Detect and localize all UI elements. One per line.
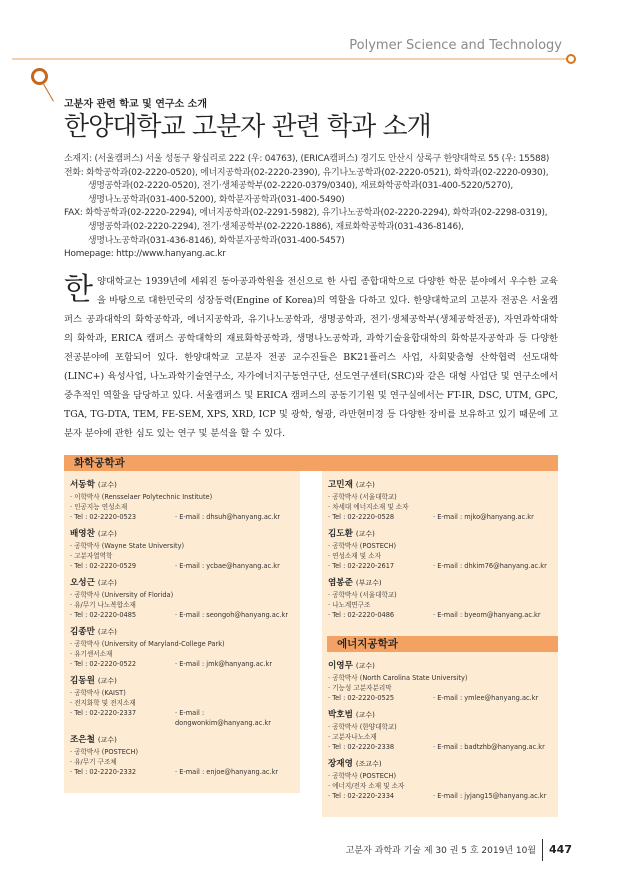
faculty-rank: (교수) (97, 627, 117, 636)
faculty-tel: · Tel : 02-2220-2334 (328, 791, 395, 800)
faculty-degree: · 공학박사 (University of Maryland-College Park) (70, 639, 225, 648)
journal-name: Polymer Science and Technology (349, 38, 562, 53)
faculty-email: · E-mail : enjoe@hanyang.ac.kr (175, 767, 279, 776)
faculty-name: 배영찬 (70, 528, 95, 539)
faculty-box-right (322, 471, 558, 817)
faculty-field: · 기능성 고분자분리막 (328, 683, 392, 692)
faculty-box-left (64, 471, 300, 793)
faculty-entry (322, 758, 558, 807)
faculty-tel: · Tel : 02-2220-0522 (70, 659, 137, 668)
faculty-tel: · Tel : 02-2220-2337 (70, 708, 137, 717)
faculty-rank: (교수) (355, 710, 375, 719)
faculty-entry (322, 528, 558, 577)
faculty-rank: (조교수) (355, 759, 382, 768)
faculty-email: · E-mail : badtzhb@hanyang.ac.kr (433, 742, 545, 751)
faculty-tel: · Tel : 02-2220-0525 (328, 693, 395, 702)
faculty-email: · E-mail : dongwonkim@hanyang.ac.kr (175, 708, 271, 727)
faculty-field: · 나노계면구조 (328, 600, 371, 609)
faculty-tel: · Tel : 02-2220-0485 (70, 610, 137, 619)
faculty-email: · E-mail : jmk@hanyang.ac.kr (175, 659, 273, 668)
intro-text: 양대학교는 1939년에 세워진 동아공과학원을 전신으로 한 사립 종합대학으로 다양한 학문 분야에서 우수한 교육을 바탕으로 대한민국의 성장동력(Engine of Korea)의 역할을 다하고 있다. 한양대학교의 고분자 전공은 서울캠퍼스 공과대학의 화학공학과, 에너지공학과, 유기나노공학과, 생명공학과, 전기·생체공학부(생체공학전공), 자연과학대학의 화학과, ERICA 캠퍼스 공학대학의 재료화학공학과, 생명나노공학과, 과학기술융합대학의 화학분자공학과 등 다양한 전공분야에 포함되어 있다. 한양대학교 고분자 전공 교수진들은 BK21플러스 사업, 사회맞춤형 산학협력 선도대학(LINC+) 육성사업, 나노과학기술연구소, 자가에너지구동연구단, 선도연구센터(SRC)와 같은 대형 사업단 및 연구소에서 중추적인 역할을 담당하고 있다. 서울캠퍼스 및 ERICA 캠퍼스의 공동기기원 및 연구실에서는 FT-IR, DSC, UTM, GPC, TGA, TG-DTA, TEM, FE-SEM, XPS, XRD, ICP 및 광학, 형광, 라만현미경 등 다양한 장비를 보유하고 있기 때문에 고분자 분야에 관한 심도 있는 연구 및 분석을 할 수 있다. (64, 275, 558, 439)
circle-ornament-icon (566, 54, 576, 64)
faculty-name: 김종만 (70, 626, 95, 637)
faculty-degree: · 공학박사 (KAIST) (70, 688, 126, 697)
faculty-entry (64, 479, 300, 528)
faculty-email: · E-mail : ymlee@hanyang.ac.kr (433, 693, 539, 702)
faculty-entry (64, 675, 300, 734)
circle-ornament-icon (31, 68, 48, 85)
faculty-degree: · 공학박사 (POSTECH) (70, 747, 139, 756)
faculty-entry (64, 626, 300, 675)
faculty-field: · 차세대 에너지소재 및 소자 (328, 502, 409, 511)
faculty-degree: · 공학박사 (서울대학교) (328, 590, 397, 599)
faculty-tel: · Tel : 02-2220-0523 (70, 512, 137, 521)
faculty-tel: · Tel : 02-2220-0486 (328, 610, 395, 619)
faculty-list-chem-eng-left (64, 479, 300, 783)
faculty-entry (322, 577, 558, 626)
faculty-degree: · 공학박사 (Wayne State University) (70, 541, 185, 550)
faculty-tel: · Tel : 02-2220-0528 (328, 512, 395, 521)
faculty-name: 김동원 (70, 675, 95, 686)
faculty-rank: (교수) (97, 735, 117, 744)
page-number: 447 (549, 843, 572, 857)
faculty-degree: · 공학박사 (POSTECH) (328, 541, 397, 550)
faculty-entry (322, 709, 558, 758)
faculty-section (64, 455, 558, 817)
section-header-energy-eng: 에너지공학과 (327, 636, 558, 652)
faculty-name: 장재영 (328, 758, 353, 769)
faculty-email: · E-mail : mjko@hanyang.ac.kr (433, 512, 534, 521)
faculty-entry (64, 528, 300, 577)
drop-cap: 한 (64, 271, 93, 307)
faculty-degree: · 공학박사 (North Carolina State University) (328, 673, 468, 682)
faculty-rank: (교수) (355, 480, 375, 489)
faculty-entry (64, 577, 300, 626)
faculty-entry (322, 660, 558, 709)
address: 소재지: (서울캠퍼스) 서울 성동구 왕십리로 222 (우: 04763), (ERICA캠퍼스) 경기도 안산시 상록구 한양대학로 55 (우: 15588) (64, 154, 550, 164)
faculty-email: · E-mail : ycbae@hanyang.ac.kr (175, 561, 280, 570)
fax-line: 생명공학과(02-2220-2294), 전기·생체공학부(02-2220-1886), 재료화학공학과(031-436-8146), (88, 221, 464, 232)
faculty-email: · E-mail : dhsuh@hanyang.ac.kr (175, 512, 281, 521)
faculty-email: · E-mail : dhkim76@hanyang.ac.kr (433, 561, 547, 570)
faculty-rank: (교수) (97, 676, 117, 685)
homepage: Homepage: http://www.hanyang.ac.kr (64, 249, 226, 260)
faculty-field: · 고분자나노소재 (328, 732, 377, 741)
fax-line: FAX: 화학공학과(02-2220-2294), 에너지공학과(02-2291-5982), 유기나노공학과(02-2220-2294), 화학과(02-2298-0319), (64, 208, 548, 219)
faculty-name: 염봉준 (328, 577, 353, 588)
faculty-field: · 에너지/전자 소재 및 소자 (328, 781, 405, 790)
faculty-tel: · Tel : 02-2220-0529 (70, 561, 137, 570)
faculty-rank: (교수) (97, 529, 117, 538)
section-kicker: 고분자 관련 학교 및 연구소 소개 (64, 99, 207, 110)
faculty-field: · 유기센서소재 (70, 649, 113, 658)
faculty-field: · 인공지능 연성소재 (70, 502, 128, 511)
phone-line: 전화: 화학공학과(02-2220-0520), 에너지공학과(02-2220-2390), 유기나노공학과(02-2220-0521), 화학과(02-2220-0930), (64, 167, 549, 178)
faculty-entry (322, 479, 558, 528)
faculty-field: · 고분자열역학 (70, 551, 113, 560)
faculty-name: 오성근 (70, 577, 95, 588)
section-header-chem-eng: 화학공학과 (64, 455, 558, 471)
faculty-rank: (부교수) (355, 578, 382, 587)
phone-line: 생명나노공학과(031-400-5200), 화학분자공학과(031-400-5490) (88, 194, 345, 205)
faculty-name: 고민재 (328, 479, 353, 490)
faculty-rank: (교수) (355, 661, 375, 670)
ornament-line (43, 84, 54, 102)
faculty-name: 조은철 (70, 734, 95, 745)
faculty-rank: (교수) (355, 529, 375, 538)
faculty-field: · 연성소재 및 소자 (328, 551, 381, 560)
faculty-name: 박호범 (328, 709, 353, 720)
faculty-rank: (교수) (97, 480, 117, 489)
faculty-rank: (교수) (97, 578, 117, 587)
page-footer (64, 839, 572, 861)
faculty-tel: · Tel : 02-2220-2617 (328, 561, 395, 570)
faculty-degree: · 공학박사 (한양대학교) (328, 722, 397, 731)
faculty-degree: · 공학박사 (서울대학교) (328, 492, 397, 501)
faculty-email: · E-mail : jyjang15@hanyang.ac.kr (433, 791, 547, 800)
faculty-email: · E-mail : byeom@hanyang.ac.kr (433, 610, 541, 619)
contact-info (64, 153, 558, 262)
faculty-field: · 유/무기 구조체 (70, 757, 117, 766)
faculty-degree: · 이학박사 (Rensselaer Polytechnic Institute) (70, 492, 213, 501)
phone-line: 생명공학과(02-2220-0520), 전기·생체공학부(02-2220-0379/0340), 재료화학공학과(031-400-5220/5270), (88, 181, 513, 192)
faculty-field: · 유/무기 나노복합소재 (70, 600, 136, 609)
faculty-tel: · Tel : 02-2220-2338 (328, 742, 395, 751)
faculty-email: · E-mail : seongoh@hanyang.ac.kr (175, 610, 289, 619)
fax-line: 생명나노공학과(031-436-8146), 화학분자공학과(031-400-5457) (88, 235, 345, 246)
faculty-list-chem-eng-right (322, 479, 558, 626)
faculty-degree: · 공학박사 (POSTECH) (328, 771, 397, 780)
faculty-degree: · 공학박사 (University of Florida) (70, 590, 174, 599)
faculty-name: 서동학 (70, 479, 95, 490)
journal-citation: 고분자 과학과 기술 제 30 권 5 호 2019년 10월 (345, 846, 537, 857)
faculty-entry (64, 734, 300, 783)
faculty-tel: · Tel : 02-2220-2332 (70, 767, 137, 776)
article (64, 0, 572, 891)
faculty-name: 이영무 (328, 660, 353, 671)
footer-divider (542, 839, 543, 861)
faculty-name: 김도환 (328, 528, 353, 539)
page-title: 한양대학교 고분자 관련 학과 소개 (64, 112, 431, 142)
faculty-list-energy-eng (322, 660, 558, 807)
intro-paragraph (64, 272, 558, 443)
faculty-field: · 전지화학 및 전지소재 (70, 698, 136, 707)
